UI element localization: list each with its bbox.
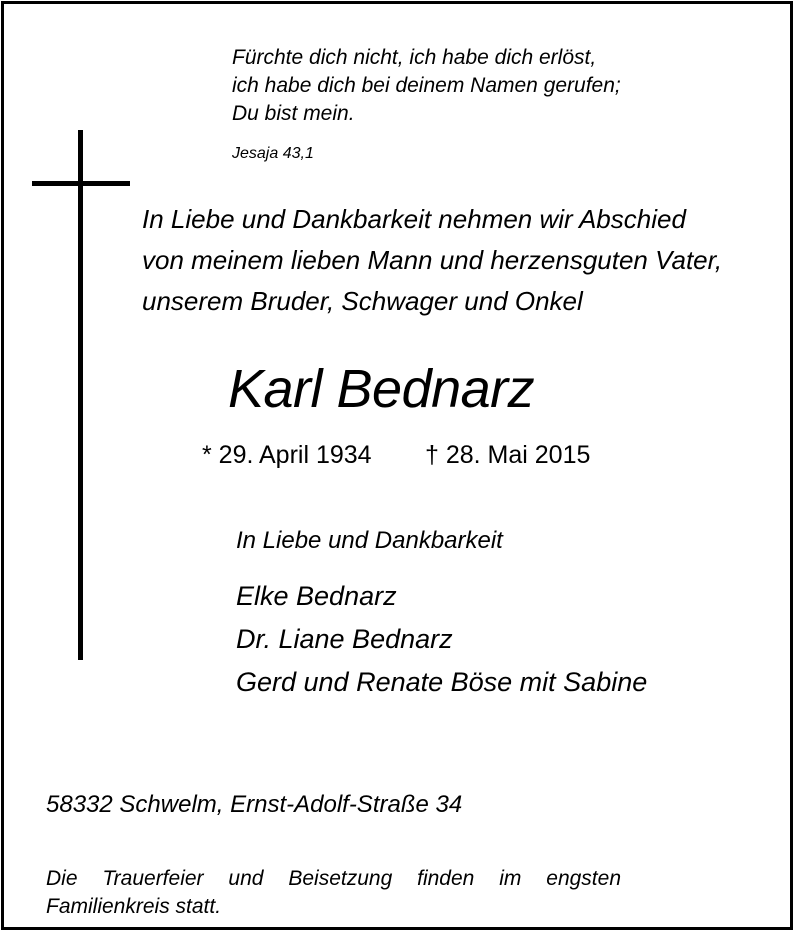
deceased-name: Karl Bednarz [228,359,535,419]
farewell-line: unserem Bruder, Schwager und Onkel [142,286,583,316]
note-word: engsten [546,867,621,890]
mourner-name: Gerd und Renate Böse mit Sabine [236,667,648,697]
verse-line: ich habe dich bei deinem Namen gerufen; [232,74,621,97]
mourner-name: Elke Bednarz [236,581,397,611]
note-word: und [228,867,264,890]
note-word: im [499,867,522,890]
verse-reference: Jesaja 43,1 [232,145,314,162]
funeral-note [46,865,621,921]
mourners-heading: In Liebe und Dankbarkeit [236,527,503,554]
note-word: Trauerfeier [102,867,204,890]
note-word: Die [46,867,78,890]
verse-line: Du bist mein. [232,102,355,125]
note-word: finden [417,867,475,890]
cross-icon [78,130,83,660]
bible-verse [232,44,621,128]
verse-line: Fürchte dich nicht, ich habe dich erlöst, [232,46,597,69]
family-address: 58332 Schwelm, Ernst-Adolf-Straße 34 [46,791,463,818]
mourners-list [236,575,647,704]
birth-date: * 29. April 1934 [202,441,372,469]
death-date: † 28. Mai 2015 [425,441,591,469]
farewell-line: In Liebe und Dankbarkeit nehmen wir Abschied [142,204,686,234]
farewell-text [142,199,722,322]
farewell-line: von meinem lieben Mann und herzensguten Vater, [142,245,723,275]
mourner-name: Dr. Liane Bednarz [236,624,453,654]
funeral-note-line-1 [46,865,621,893]
note-word: Beisetzung [288,867,393,890]
funeral-note-line-2: Familienkreis statt. [46,895,222,918]
cross-icon-bar [32,181,130,186]
